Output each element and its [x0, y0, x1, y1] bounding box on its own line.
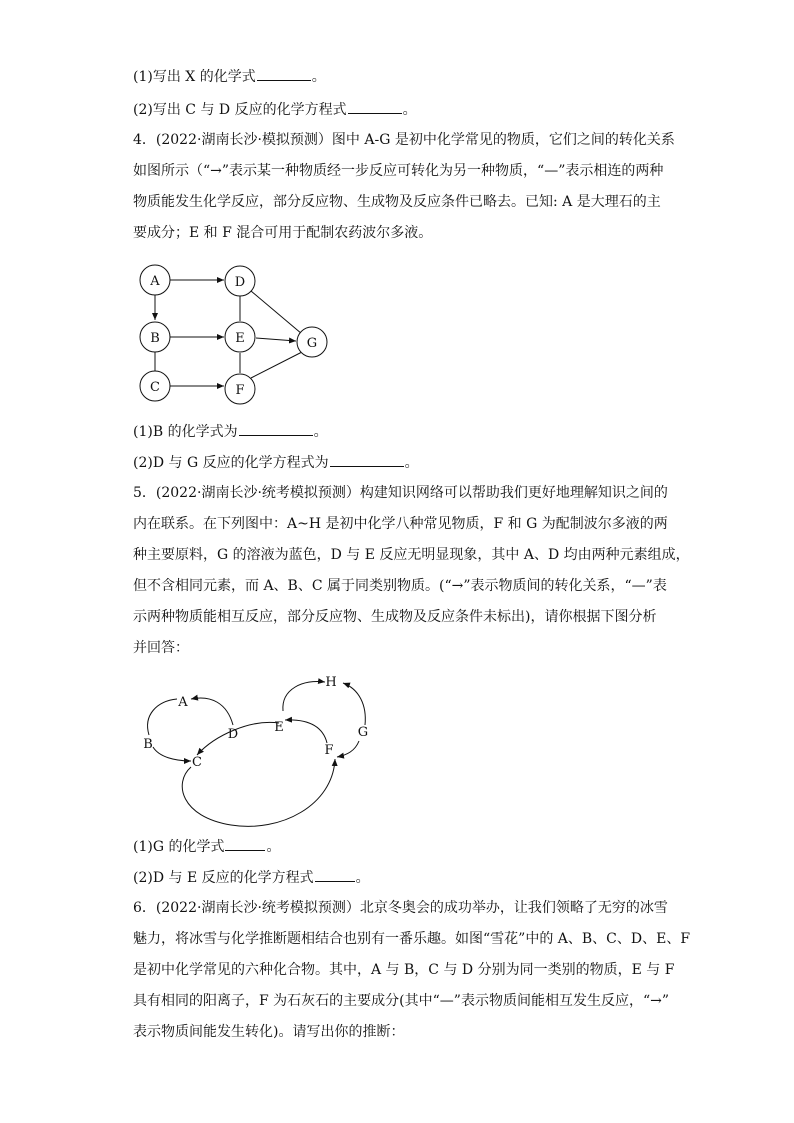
node-b	[140, 322, 170, 352]
node-g	[297, 327, 327, 357]
node-h-label: H	[325, 675, 337, 690]
node-d	[225, 266, 255, 296]
edge-b-c	[153, 747, 191, 761]
q5-line-1: 5．(2022·湖南长沙·统考模拟预测）构建知识网络可以帮助我们更好地理解知识之间的	[133, 485, 668, 501]
node-a-label: A	[150, 274, 160, 289]
node-a	[140, 265, 170, 295]
edge-f-g	[251, 352, 302, 378]
node-a-label: A	[178, 695, 188, 710]
node-c-label: C	[150, 380, 160, 395]
q4-line-2: 如图所示（“→”表示某一种物质经一步反应可转化为另一种物质，“—”表示相连的两种	[133, 163, 664, 179]
node-d-label: D	[234, 275, 246, 290]
q3-sub1-text: (1)写出 X 的化学式	[133, 69, 256, 85]
answer-blank[interactable]	[257, 66, 311, 81]
node-e-label: E	[274, 720, 284, 735]
answer-blank[interactable]	[315, 867, 355, 882]
q5-line-6: 并回答：	[133, 640, 189, 656]
edge-c-f	[182, 759, 335, 826]
edge-g-h	[343, 683, 365, 725]
q4-sub2-text: (2)D 与 G 反应的化学方程式为	[133, 455, 329, 471]
q6-line-1: 6．(2022·湖南长沙·统考模拟预测）北京冬奥会的成功举办，让我们领略了无穷的冰雪	[133, 900, 668, 916]
q5-sub2-end: 。	[355, 870, 370, 886]
q3-sub1	[133, 66, 326, 87]
q5-line-2: 内在联系。在下列图中：A~H 是初中化学八种常见物质，F 和 G 为配制波尔多液的两	[133, 516, 668, 532]
edge-e-g	[256, 338, 296, 341]
q6-line-3: 是初中化学常见的六种化合物。其中，A 与 B，C 与 D 分别为同一类别的物质，E 与 F	[133, 962, 675, 978]
node-e-label: E	[235, 331, 245, 346]
node-b-label: B	[150, 331, 160, 346]
q4-sub1-text: (1)B 的化学式为	[133, 424, 238, 440]
q3-sub2	[133, 99, 417, 120]
q5-sub1	[133, 836, 280, 857]
node-d-label: D	[227, 727, 239, 742]
q6-line-2: 魅力，将冰雪与化学推断题相结合也别有一番乐趣。如图“雪花”中的 A、B、C、D、E、F	[133, 931, 691, 947]
q5-sub1-end: 。	[266, 839, 281, 855]
q5-diagram	[135, 665, 395, 835]
q5-line-3: 种主要原料，G 的溶液为蓝色，D 与 E 反应无明显现象，其中 A、D 均由两种元素组成，	[133, 547, 690, 563]
node-g-label: G	[357, 725, 369, 740]
answer-blank[interactable]	[348, 99, 402, 114]
answer-blank[interactable]	[330, 452, 404, 467]
answer-blank[interactable]	[225, 836, 265, 851]
edge-d-a	[191, 698, 233, 725]
edge-b-a	[148, 699, 177, 735]
q4-line-4: 要成分；E 和 F 混合可用于配制农药波尔多液。	[133, 225, 433, 241]
answer-blank[interactable]	[239, 421, 313, 436]
q4-line-3: 物质能发生化学反应，部分反应物、生成物及反应条件已略去。已知: A 是大理石的主	[133, 194, 661, 210]
node-f-label: F	[324, 743, 334, 758]
q5-line-4: 但不含相同元素，而 A、B、C 属于同类别物质。(“→”表示物质间的转化关系，“—”表	[133, 578, 667, 594]
q4-diagram	[130, 260, 350, 410]
q5-sub2	[133, 867, 370, 888]
q6-line-5: 表示物质间能发生转化)。请写出你的推断：	[133, 1024, 405, 1040]
node-f-label: F	[235, 383, 245, 398]
edge-f-e	[285, 720, 327, 743]
edge-e-h	[283, 681, 325, 711]
q5-sub2-text: (2)D 与 E 反应的化学方程式	[133, 870, 314, 886]
q5-line-5: 示两种物质能相互反应，部分反应物、生成物及反应条件未标出)，请你根据下图分析	[133, 609, 657, 625]
q3-sub2-end: 。	[402, 102, 417, 118]
q4-sub1-end: 。	[313, 424, 328, 440]
edge-g-f	[337, 741, 359, 757]
node-c-label: C	[192, 755, 202, 770]
q4-sub1	[133, 421, 328, 442]
q4-sub2-end: 。	[404, 455, 419, 471]
node-e	[225, 322, 255, 352]
node-c	[140, 371, 170, 401]
q3-sub2-text: (2)写出 C 与 D 反应的化学方程式	[133, 102, 347, 118]
q3-sub1-end: 。	[311, 69, 326, 85]
q6-line-4: 具有相同的阳离子，F 为石灰石的主要成分(其中“—”表示物质间能相互发生反应，“→”	[133, 993, 669, 1009]
node-f	[225, 374, 255, 404]
q5-sub1-text: (1)G 的化学式	[133, 839, 225, 855]
edge-d-g	[251, 291, 302, 334]
node-b-label: B	[143, 737, 153, 752]
node-g-label: G	[306, 336, 318, 351]
q4-line-1: 4．(2022·湖南长沙·模拟预测）图中 A-G 是初中化学常见的物质，它们之间的转化关系	[133, 132, 675, 148]
q4-sub2	[133, 452, 419, 473]
